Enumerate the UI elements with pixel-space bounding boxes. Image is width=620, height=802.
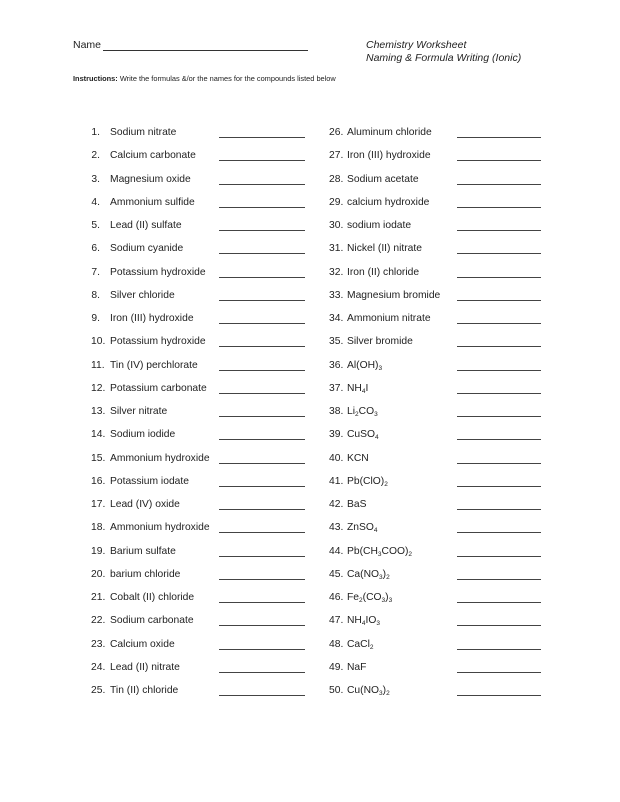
item-number: 29. bbox=[329, 196, 344, 208]
item-number: 11. bbox=[91, 359, 105, 371]
worksheet-title bbox=[366, 39, 521, 65]
compound-name: Sodium iodide bbox=[110, 429, 176, 441]
item-number: 33. bbox=[329, 289, 344, 301]
compound-name: Potassium hydroxide bbox=[110, 266, 206, 278]
compound-name: Tin (IV) perchlorate bbox=[110, 359, 198, 371]
compound-name: KCN bbox=[347, 452, 369, 464]
answer-blank-line bbox=[457, 207, 541, 208]
answer-blank-line bbox=[457, 695, 541, 696]
name-label: Name bbox=[73, 39, 102, 51]
item-number: 43. bbox=[329, 522, 344, 534]
compound-name: sodium iodate bbox=[347, 220, 412, 231]
answer-blank-line bbox=[457, 370, 541, 371]
compound-item bbox=[0, 428, 620, 442]
compound-name: $NH_4IO_3$ bbox=[347, 615, 380, 628]
item-number: 19. bbox=[91, 545, 106, 557]
item-number: 35. bbox=[329, 336, 344, 348]
item-number: 26. bbox=[329, 127, 344, 138]
answer-blank-line bbox=[457, 300, 541, 301]
item-number: 39. bbox=[329, 429, 344, 441]
compound-name: ZnSO$_4$ bbox=[347, 522, 378, 535]
item-number: 31. bbox=[329, 243, 344, 255]
compound-item bbox=[0, 149, 620, 163]
item-number: 46. bbox=[329, 592, 344, 603]
compound-name: Silver bromide bbox=[347, 336, 413, 348]
item-number: 1. bbox=[91, 127, 100, 138]
answer-blank-line bbox=[457, 579, 541, 580]
compound-item bbox=[0, 661, 620, 675]
item-number: 21. bbox=[91, 592, 106, 603]
item-number: 45. bbox=[329, 568, 344, 580]
item-number: 44. bbox=[329, 545, 344, 557]
compound-name: Lead (II) sulfate bbox=[110, 220, 182, 231]
item-number: 5. bbox=[91, 220, 100, 231]
compound-item bbox=[0, 173, 620, 187]
item-number: 49. bbox=[329, 661, 344, 673]
item-number: 6. bbox=[91, 243, 100, 255]
compound-name: Iron (II) chloride bbox=[347, 266, 420, 278]
compound-name: $Pb(CH_3COO)_2$ bbox=[347, 545, 413, 558]
compound-name: BaS bbox=[347, 499, 367, 510]
compound-item bbox=[0, 591, 620, 605]
compound-name: Potassium hydroxide bbox=[110, 336, 206, 348]
compound-item bbox=[0, 242, 620, 256]
title-line-1: Chemistry Worksheet bbox=[366, 39, 467, 51]
answer-blank-line bbox=[457, 230, 541, 231]
answer-blank-line bbox=[457, 672, 541, 673]
item-number: 9. bbox=[91, 313, 100, 324]
compound-name: CuSO$_4$ bbox=[347, 429, 379, 442]
compound-item bbox=[0, 521, 620, 535]
compound-name: calcium hydroxide bbox=[347, 196, 430, 208]
compound-name: $Al(OH)_3$ bbox=[347, 359, 383, 372]
compound-item bbox=[0, 126, 620, 140]
item-number: 50. bbox=[329, 685, 344, 696]
compound-item bbox=[0, 312, 620, 326]
item-number: 41. bbox=[329, 475, 344, 487]
answer-blank-line bbox=[457, 532, 541, 533]
answer-blank-line bbox=[457, 556, 541, 557]
item-number: 13. bbox=[91, 406, 106, 417]
compound-name: Sodium cyanide bbox=[110, 243, 184, 255]
compound-name: Ammonium hydroxide bbox=[110, 452, 210, 464]
compound-name: Potassium carbonate bbox=[110, 382, 207, 394]
compound-name: Lead (IV) oxide bbox=[110, 499, 180, 510]
compound-name: $Ca(NO_3)_2$ bbox=[347, 568, 390, 581]
item-number: 40. bbox=[329, 452, 344, 464]
answer-blank-line bbox=[457, 393, 541, 394]
compound-name: CaCl$_2$ bbox=[347, 638, 374, 651]
answer-blank-line bbox=[457, 323, 541, 324]
compound-item bbox=[0, 196, 620, 210]
item-number: 22. bbox=[91, 615, 106, 627]
item-number: 23. bbox=[91, 638, 106, 650]
compound-name: Cobalt (II) chloride bbox=[110, 592, 195, 603]
item-number: 37. bbox=[329, 382, 344, 394]
compound-name: Silver chloride bbox=[110, 289, 175, 301]
answer-blank-line bbox=[457, 253, 541, 254]
compound-name: Ammonium sulfide bbox=[110, 196, 195, 208]
compound-name: NaF bbox=[347, 661, 367, 673]
item-number: 30. bbox=[329, 220, 344, 231]
item-number: 32. bbox=[329, 266, 344, 278]
compound-item bbox=[0, 289, 620, 303]
compound-name: Iron (III) hydroxide bbox=[347, 150, 431, 162]
item-number: 16. bbox=[91, 475, 106, 487]
compound-item bbox=[0, 266, 620, 280]
compound-name: Sodium acetate bbox=[347, 173, 419, 185]
compound-name: $Pb(ClO)_2$ bbox=[347, 475, 388, 488]
item-number: 25. bbox=[91, 685, 106, 696]
compound-name: $NH_4I$ bbox=[347, 382, 369, 395]
compound-name: Ammonium nitrate bbox=[347, 313, 431, 324]
compound-name: Calcium oxide bbox=[110, 638, 175, 650]
item-number: 12. bbox=[91, 382, 106, 394]
answer-blank-line bbox=[457, 346, 541, 347]
answer-blank-line bbox=[457, 509, 541, 510]
compound-item bbox=[0, 359, 620, 373]
compound-name: Calcium carbonate bbox=[110, 150, 196, 162]
title-line-2: Naming & Formula Writing (Ionic) bbox=[366, 52, 522, 64]
compound-name: Sodium nitrate bbox=[110, 127, 177, 138]
compound-item bbox=[0, 219, 620, 233]
compound-name: $Cu(NO_3)_2$ bbox=[347, 685, 390, 697]
compound-name: $Fe_2(CO_3)_3$ bbox=[347, 592, 393, 604]
compound-item bbox=[0, 614, 620, 628]
answer-blank-line bbox=[457, 602, 541, 603]
instructions-text: Write the formulas &/or the names for the compounds listed below bbox=[117, 74, 336, 83]
compound-name: Aluminum chloride bbox=[347, 127, 432, 138]
compound-item bbox=[0, 475, 620, 489]
answer-blank-line bbox=[457, 486, 541, 487]
item-number: 10. bbox=[91, 336, 106, 348]
compound-item bbox=[0, 545, 620, 559]
instructions-label: Instructions: bbox=[73, 74, 118, 83]
compound-item bbox=[0, 638, 620, 652]
item-number: 28. bbox=[329, 173, 344, 185]
item-number: 17. bbox=[91, 499, 106, 510]
compound-item bbox=[0, 405, 620, 419]
answer-blank-line bbox=[457, 625, 541, 626]
compound-name: Tin (II) chloride bbox=[110, 685, 179, 696]
item-number: 24. bbox=[91, 661, 106, 673]
item-number: 36. bbox=[329, 359, 344, 371]
compound-item bbox=[0, 382, 620, 396]
item-number: 18. bbox=[91, 522, 106, 534]
answer-blank-line bbox=[457, 463, 541, 464]
item-number: 47. bbox=[329, 615, 344, 627]
compound-item bbox=[0, 335, 620, 349]
item-number: 34. bbox=[329, 313, 344, 324]
answer-blank-line bbox=[457, 439, 541, 440]
item-number: 7. bbox=[91, 266, 100, 278]
answer-blank-line bbox=[457, 160, 541, 161]
compound-item bbox=[0, 452, 620, 466]
answer-blank-line bbox=[457, 184, 541, 185]
compound-name: Potassium iodate bbox=[110, 475, 189, 487]
compound-name: Lead (II) nitrate bbox=[110, 661, 180, 673]
answer-blank-line bbox=[457, 649, 541, 650]
compound-name: Ammonium hydroxide bbox=[110, 522, 210, 534]
compound-name: Silver nitrate bbox=[110, 406, 168, 417]
compound-name: Nickel (II) nitrate bbox=[347, 243, 422, 255]
compound-item bbox=[0, 568, 620, 582]
item-number: 20. bbox=[91, 568, 106, 580]
compound-name: Barium sulfate bbox=[110, 545, 176, 557]
instructions bbox=[73, 74, 336, 83]
answer-blank-line bbox=[457, 137, 541, 138]
item-number: 27. bbox=[329, 150, 344, 162]
compound-name: Iron (III) hydroxide bbox=[110, 313, 194, 324]
compound-name: $Li_2CO_3$ bbox=[347, 406, 378, 418]
item-number: 4. bbox=[91, 196, 100, 208]
item-number: 2. bbox=[91, 150, 100, 162]
compound-item bbox=[0, 684, 620, 698]
name-blank-line bbox=[103, 50, 308, 51]
item-number: 48. bbox=[329, 638, 344, 650]
compound-name: Magnesium oxide bbox=[110, 173, 191, 185]
item-number: 8. bbox=[91, 289, 100, 301]
compound-name: Magnesium bromide bbox=[347, 289, 441, 301]
item-number: 3. bbox=[91, 173, 100, 185]
compound-name: barium chloride bbox=[110, 568, 181, 580]
answer-blank-line bbox=[457, 277, 541, 278]
compound-name: Sodium carbonate bbox=[110, 615, 194, 627]
answer-blank-line bbox=[457, 416, 541, 417]
compound-item bbox=[0, 498, 620, 512]
item-number: 42. bbox=[329, 499, 344, 510]
item-number: 14. bbox=[91, 429, 106, 441]
item-number: 38. bbox=[329, 406, 344, 417]
item-number: 15. bbox=[91, 452, 106, 464]
